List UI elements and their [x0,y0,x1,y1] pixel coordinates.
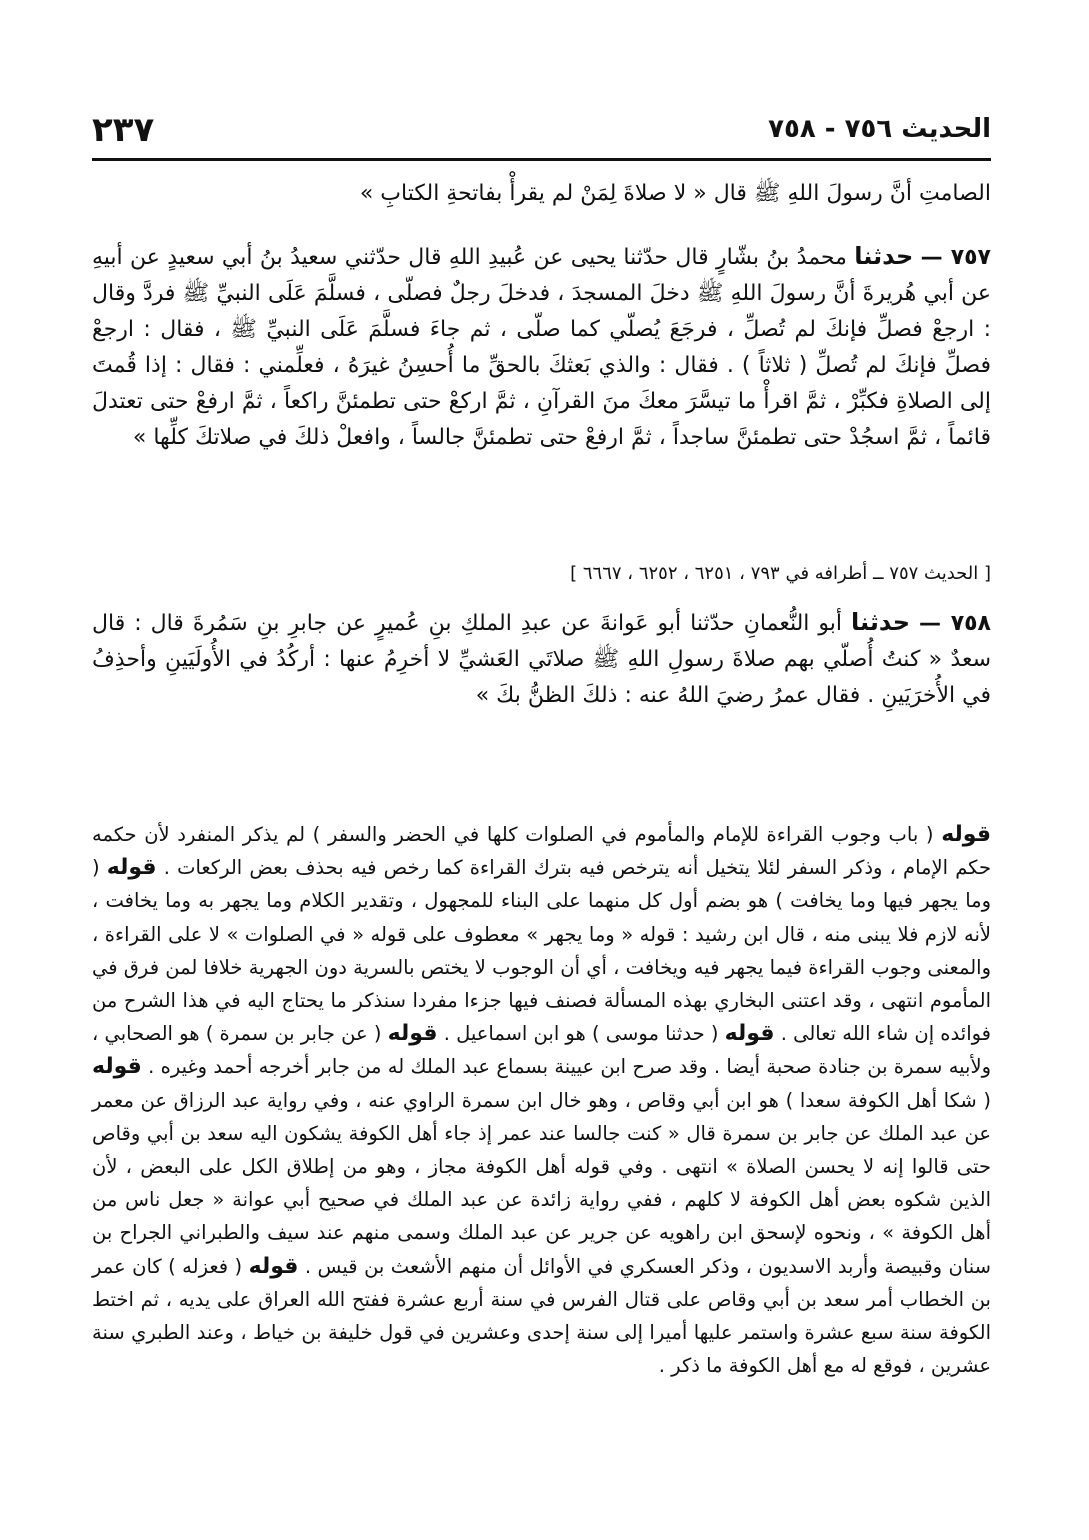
page-header [92,108,991,161]
commentary-segment: ( عن جابر بن سمرة ) هو الصحابي ، ولأبيه سمرة بن جنادة صحبة أيضا . وقد صرح ابن عيينة بسماع عبد الملك له من جابر أخرجه أحمد وغيره . [92,1022,991,1079]
commentary-segment: ( حدثنا موسى ) هو ابن اسماعيل . [443,1022,719,1046]
hadith-757 [92,238,991,456]
commentary-segment: ( باب وجوب القراءة للإمام والمأموم في الصلوات كلها في الحضر والسفر ) لم يذكر المنفرد لأن حكمه حكم الإمام ، وذكر السفر لئلا يتخيل أنه يترخص فيه بترك القراءة كما رخص فيه بحذف بعض الركعات . [92,823,991,880]
hadith-758 [92,604,991,714]
hadith-continuation [92,176,991,212]
hadith-757-reference [92,560,991,588]
qawluhu-marker: قوله [106,855,157,881]
hadith-keyword: حدثنا [851,608,911,636]
running-title: الحديث ٧٥٦ - ٧٥٨ [768,114,991,144]
qawluhu-marker: قوله [941,822,991,847]
hadith-text: أبو النُّعمانِ حدّثنا أبو عَوانةَ عن عبدِ الملكِ بنِ عُميرٍ عن جابرِ بنِ سَمُرةَ قال : قال سعدٌ « كنتُ أُصلّي بهم صلاةَ رسولِ اللهِ ﷺ صلاتَي العَشيِّ لا أخرِمُ عنها : أركُدُ في الأُولَيَينِ وأحذِفُ في الأُخرَيَينِ . فقال عمرُ رضيَ اللهُ عنه : ذلكَ الظنُّ بكَ » [92,611,991,708]
hadith-number: ٧٥٨ — [919,611,991,636]
commentary-segment: ( وما يجهر فيها وما يخافت ) هو بضم أول كل منهما على البناء للمجهول ، وتقدير الكلام وما يجهر به وما يخافت ، لأنه لازم فلا يبنى منه ، قال ابن رشيد : قوله « وما يجهر » معطوف على قوله « في الصلوات » لا على القراءة ، والمعنى وجوب القراءة فيما يجهر فيه ويخافت ، أي أن الوجوب لا يختص بالسرية دون الجهرية خلافا لمن فرق في المأموم انتهى ، وقد اعتنى البخاري بهذه المسألة فصنف فيها جزءا مفردا سنذكر ما يحتاج اليه في هذا الشرح من فوائده إن شاء الله تعالى . [92,856,992,1046]
qawluhu-marker: قوله [724,1021,775,1047]
reference-text: [ الحديث ٧٥٧ ــ أطرافه في ٧٩٣ ، ٦٢٥١ ، ٦٢٥٢ ، ٦٦٦٧ ] [570,563,991,584]
commentary-segment: ( شكا أهل الكوفة سعدا ) هو ابن أبي وقاص ، وهو خال ابن سمرة الراوي عنه ، وفي رواية عبد الرزاق عن معمر عن عبد الملك عن جابر بن سمرة قال « كنت جالسا عند عمر إذ جاء أهل الكوفة يشكون اليه سعد بن أبي وقاص حتى قالوا إنه لا يحسن الصلاة » انتهى . وفي قوله أهل الكوفة مجاز ، وهو من إطلاق الكل على البعض ، لأن الذين شكوه بعض أهل الكوفة لا كلهم ، ففي رواية زائدة عن عبد الملك في صحيح أبي عوانة « جعل ناس من أهل الكوفة » ، ونحوه لإسحق ابن راهويه عن جرير عن عبد الملك وسمى منهم عند سيف والطبراني الجراح بن سنان وقبيصة وأربد الاسديون ، وذكر العسكري في الأوائل أن منهم الأشعث بن قيس . [92,1088,992,1278]
qawluhu-marker: قوله [92,1054,142,1080]
commentary-segment: ( فعزله ) كان عمر بن الخطاب أمر سعد بن أبي وقاص على قتال الفرس في سنة أربع عشرة ففتح الله العراق على يديه ، ثم اختط الكوفة سنة سبع عشرة واستمر عليها أميرا إلى سنة إحدى وعشرين في قول خليفة بن خياط ، وعند الطبري سنة عشرين ، فوقع له مع أهل الكوفة ما ذكر . [92,1254,991,1378]
hadith-text: محمدُ بنُ بشّارٍ قال حدّثنا يحيى عن عُبيدِ اللهِ قال حدّثني سعيدُ بنُ أبي سعيدٍ عن أبيهِ عن أبي هُريرةَ أنَّ رسولَ اللهِ ﷺ دخلَ المسجدَ ، فدخلَ رجلٌ فصلّى ، فسلَّمَ عَلَى النبيِّ ﷺ فردَّ وقال : ارجعْ فصلِّ فإنكَ لم تُصلِّ ، فرجَعَ يُصلّي كما صلّى ، ثم جاءَ فسلَّمَ عَلَى النبيِّ ﷺ ، فقال : ارجعْ فصلِّ فإنكَ لم تُصلِّ ( ثلاثاً ) . فقال : والذي بَعثكَ بالحقِّ ما أُحسِنُ غيرَهُ ، فعلِّمني : فقال : إذا قُمتَ إلى الصلاةِ فكبِّرْ ، ثمَّ اقرأْ ما تيسَّرَ معكَ منَ القرآنِ ، ثمَّ اركعْ حتى تطمئنَّ راكعاً ، ثمَّ ارفعْ حتى تعتدلَ قائماً ، ثمَّ اسجُدْ حتى تطمئنَّ ساجداً ، ثمَّ ارفعْ حتى تطمئنَّ جالساً ، وافعلْ ذلكَ في صلاتكَ كلِّها » [92,245,991,450]
hadith-number: ٧٥٧ — [920,245,991,270]
qawluhu-marker: قوله [387,1021,438,1047]
page-number: ٢٣٧ [92,110,155,150]
qawluhu-marker: قوله [248,1253,299,1279]
commentary-block [92,818,991,1382]
hadith-keyword: حدثنا [854,242,914,270]
hadith-continuation-text: الصامتِ أنَّ رسولَ اللهِ ﷺ قال « لا صلاةَ لِمَنْ لم يقرأْ بفاتحةِ الكتابِ » [359,181,991,206]
